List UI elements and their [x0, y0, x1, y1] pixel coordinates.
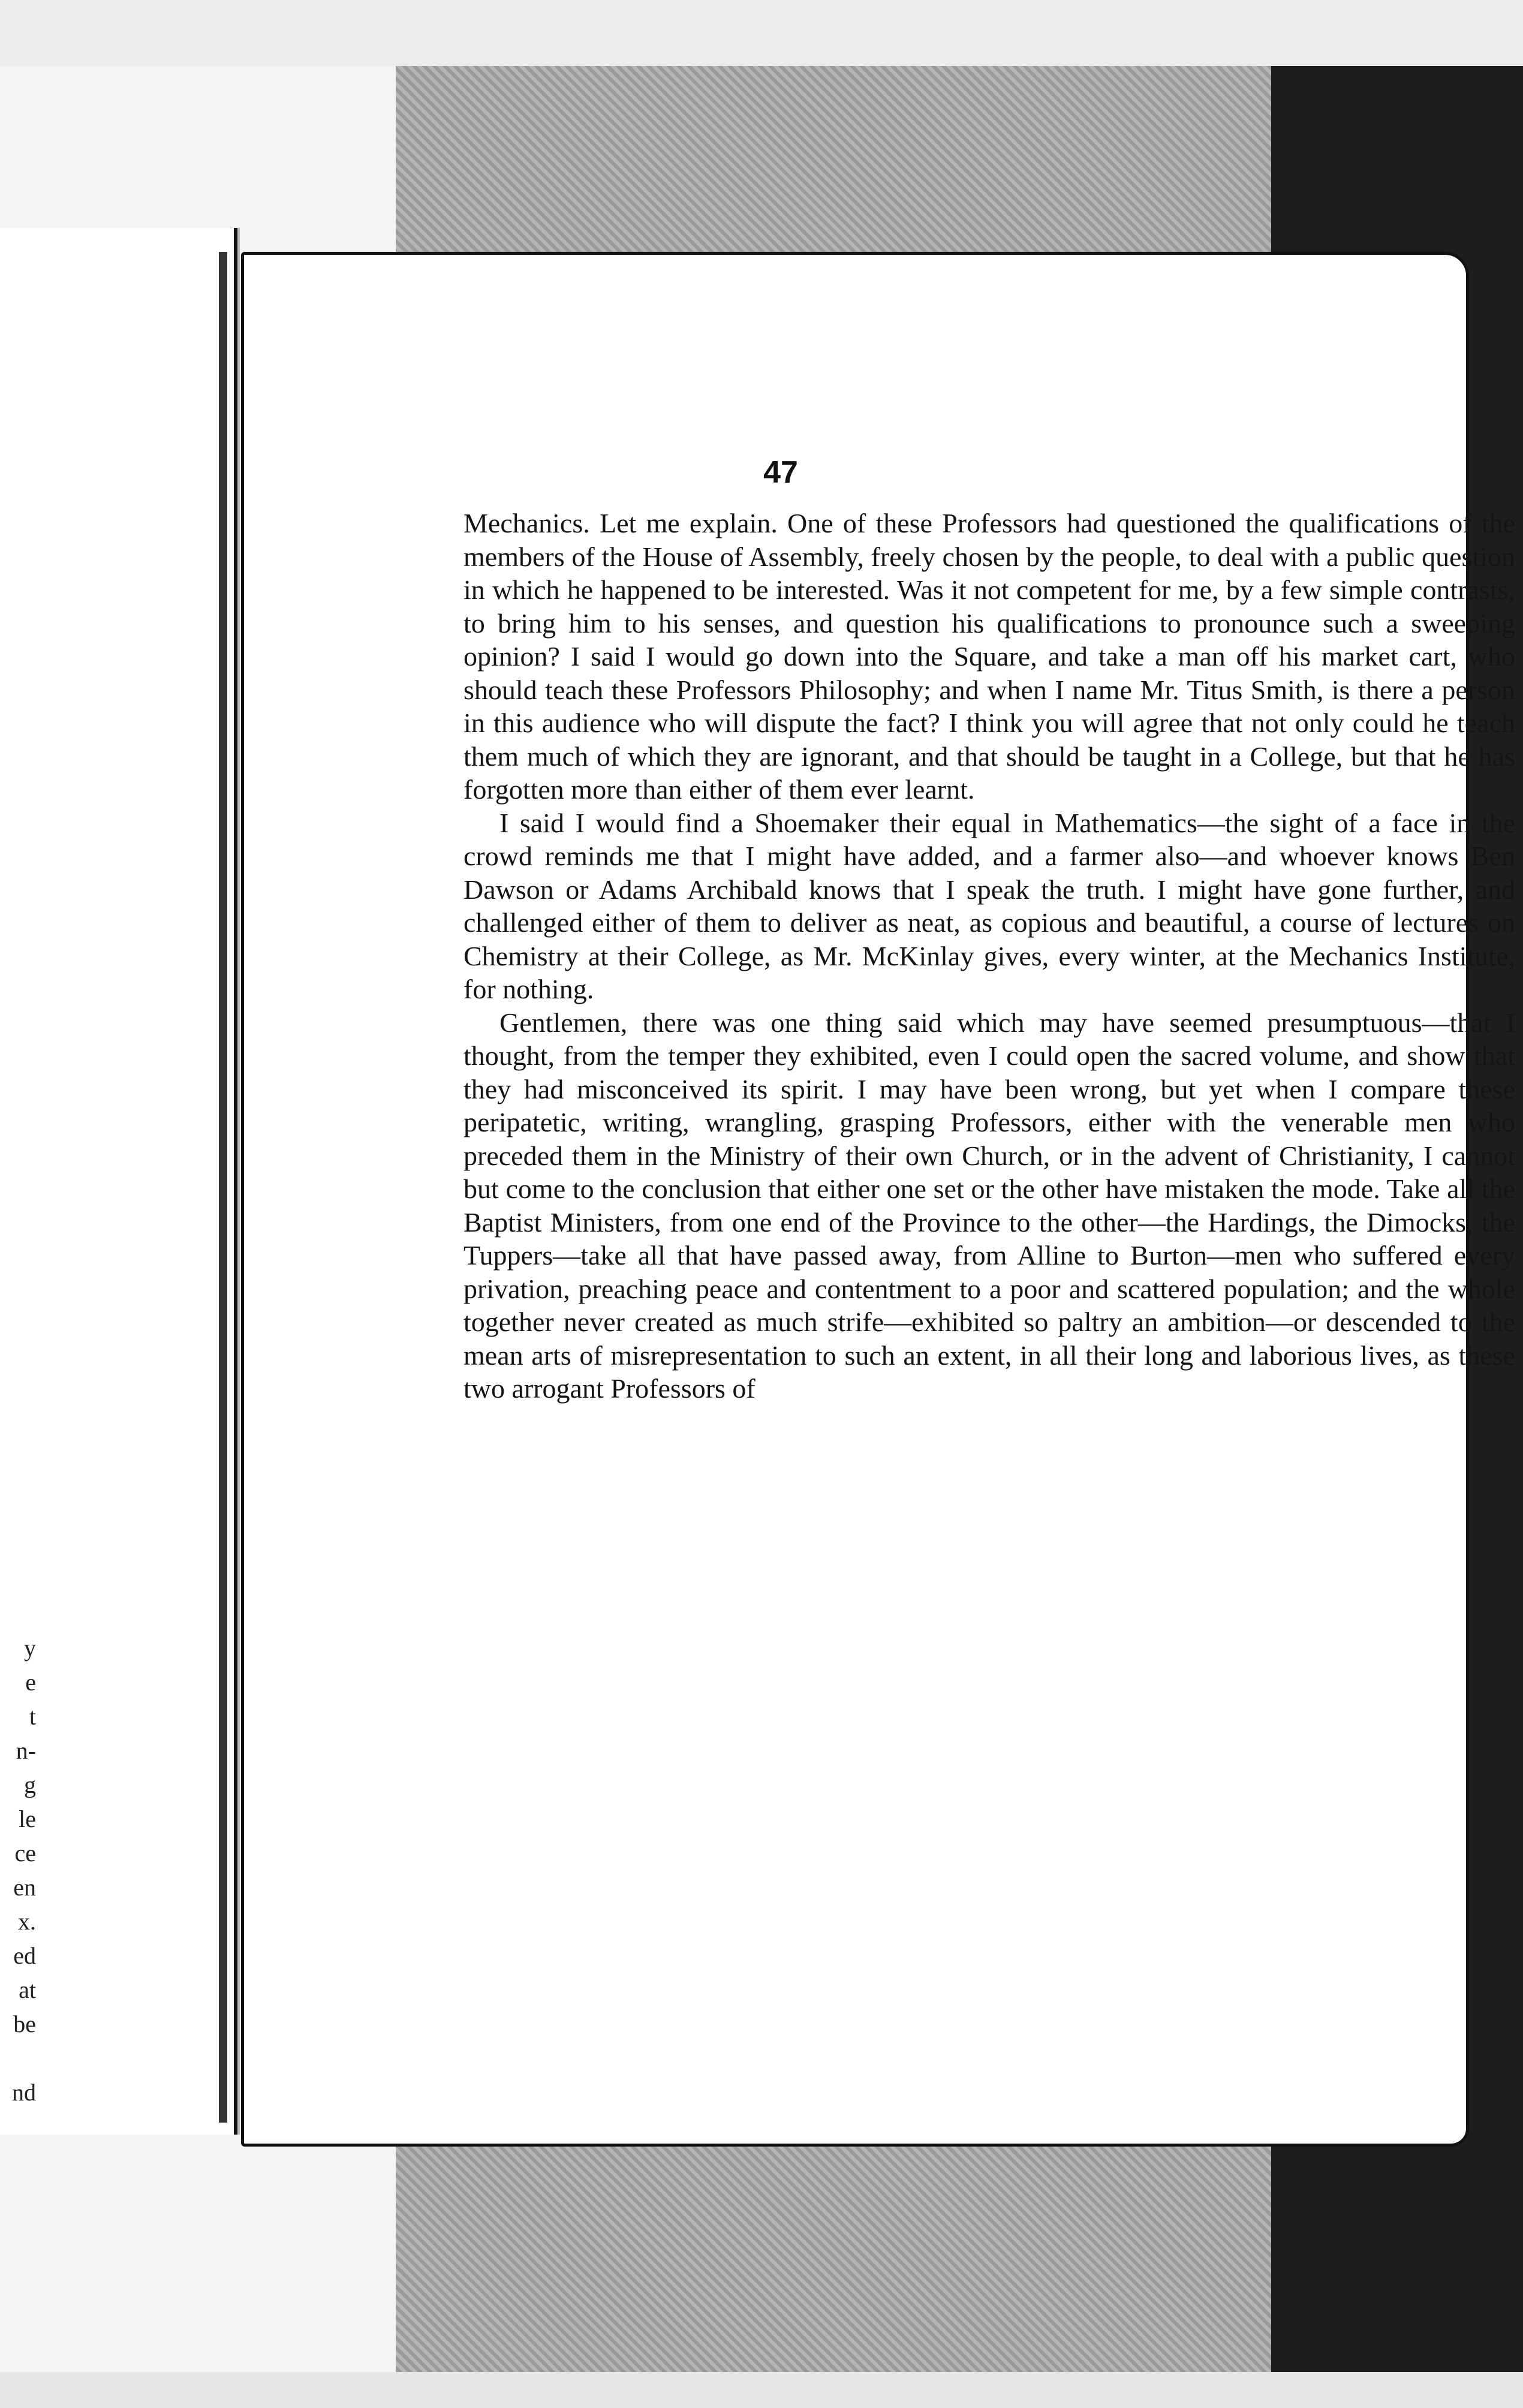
fragment-line: y [24, 1635, 36, 1661]
fragment-line: nd [12, 2079, 36, 2106]
right-page [241, 252, 1515, 2147]
paragraph: Gentlemen, there was one thing said which may have seemed presumptuous—that I thought, from the temper they exhibited, even I could open the sacred volume, and show that they had misconceived its spirit. I may have been wrong, but yet when I compare these peripatetic, writing, wrangling, grasping Professors, either with the venerable men who preceded them in the Ministry of their own Church, or in the advent of Christianity, I cannot but come to the conclusion that either one set or the other have mistaken the mode. Take all the Baptist Ministers, from one end of the Province to the other—the Hardings, the Dimocks, the Tuppers—take all that have passed away, from Alline to Burton—men who suffered every privation, preaching peace and contentment to a poor and scattered population; and the whole together never created as much strife—exhibited so paltry an ambition—or descended to the mean arts of misrepresentation to such an extent, in all their long and laborious lives, as these two arrogant Professors of [463, 1007, 1515, 1404]
fragment-line: at [19, 1976, 36, 2003]
fragment-line: e [25, 1669, 36, 1696]
book-spine [219, 252, 227, 2123]
fragment-line: ed [13, 1942, 36, 1969]
fragment-line: le [19, 1805, 36, 1832]
fragment-line: x. [18, 1908, 36, 1935]
paragraph: Mechanics. Let me explain. One of these Professors had questioned the qualifications of the members of the House of Assembly, freely chosen by the people, to deal with a public question in which he happened to be interested. Was it not competent for me, by a few simple contrasts, to bring him to his senses, and question his qualifications to pronounce such a sweeping opinion? I said I would go down into the Square, and take a man off his market cart, who should teach these Professors Philosophy; and when I name Mr. Titus Smith, is there a person in this audience who will dispute the fact? I think you will agree that not only could he teach them much of which they are ignorant, and that should be taught in a College, but that he has forgotten more than either of them ever learnt. [463, 508, 1515, 805]
scan-bottom-margin [0, 2372, 1523, 2408]
page-body-text [463, 507, 1515, 1405]
fragment-line: n- [16, 1737, 36, 1764]
fragment-line: en [13, 1874, 36, 1901]
paragraph: I said I would find a Shoemaker their equal in Mathematics—the sight of a face in the crowd reminds me that I might have added, and a farmer also—and whoever knows Ben Dawson or Adams Archibald knows that I speak the truth. I might have gone further, and challenged either of them to deliver as neat, as copious and beautiful, a course of lectures on Chemistry at their College, as Mr. McKinlay gives, every winter, at the Mechanics Institute, for nothing. [463, 807, 1515, 1004]
left-page [0, 228, 237, 2135]
fragment-line: g [24, 1771, 36, 1798]
fragment-line: be [13, 2010, 36, 2037]
fragment-line: t [29, 1703, 36, 1730]
fragment-line: ce [14, 1840, 36, 1867]
page-number: 47 [763, 455, 798, 490]
left-page-fragments [0, 1631, 36, 2109]
scan-top-margin [0, 0, 1523, 66]
fragment-line [0, 2041, 36, 2075]
